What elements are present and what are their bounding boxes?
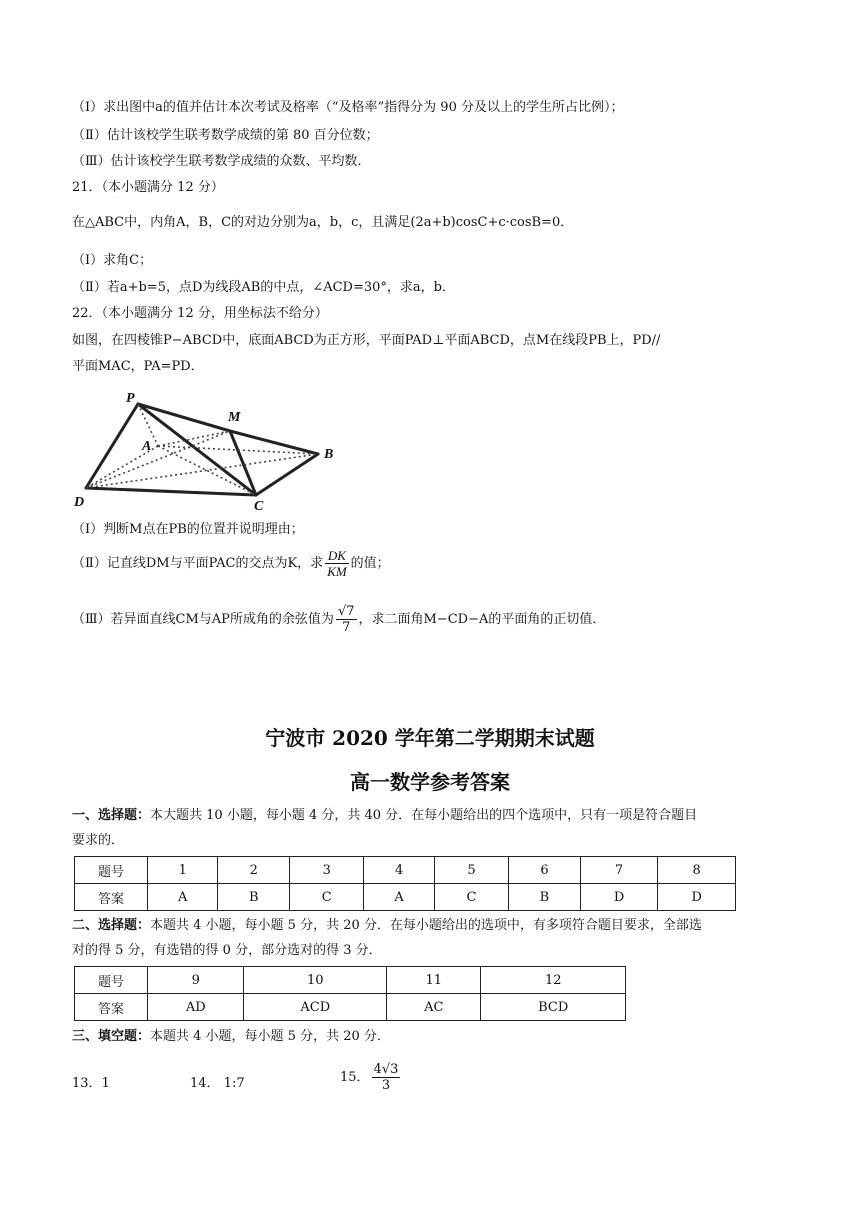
table-cell: 7 bbox=[580, 857, 658, 884]
section2-line2: 对的得 5 分，有选错的得 0 分，部分选对的得 3 分． bbox=[72, 943, 382, 958]
table-header: 题号 bbox=[75, 967, 148, 994]
fraction-numerator: DK bbox=[325, 548, 349, 564]
section2-text: 本题共 4 小题，每小题 5 分，共 20 分．在每小题给出的选项中，有多项符合题目要求，全部选 bbox=[150, 918, 702, 933]
table-cell: A bbox=[148, 884, 218, 911]
fraction-denominator: KM bbox=[327, 564, 347, 579]
table-cell: C bbox=[290, 884, 364, 911]
table-cell: 3 bbox=[290, 857, 364, 884]
label-C: C bbox=[254, 499, 264, 514]
table-cell: 11 bbox=[387, 967, 481, 994]
q20-part1: （Ⅰ）求出图中a的值并估计本次考试及格率（“及格率”指得分为 90 分及以上的学生所占比例）； bbox=[72, 100, 624, 115]
q21-part1: （Ⅰ）求角C； bbox=[72, 253, 153, 268]
solid-edges bbox=[86, 404, 318, 495]
section1-line2: 要求的． bbox=[72, 833, 125, 848]
q21-stem: 在△ABC中，内角A，B，C的对边分别为a，b，c，且满足(2a+b)cosC+c·cosB=0． bbox=[72, 215, 574, 230]
q22-header: 22．（本小题满分 12 分，用坐标法不给分） bbox=[72, 306, 328, 321]
section1-answer-table bbox=[74, 856, 736, 911]
answer-15 bbox=[340, 1062, 402, 1093]
fraction-denominator: 3 bbox=[381, 1078, 391, 1093]
q20-part3: （Ⅲ）估计该校学生联考数学成绩的众数、平均数． bbox=[72, 154, 371, 169]
answer-subtitle: 高一数学参考答案 bbox=[350, 770, 510, 794]
q22-part3-post: ，求二面角M−CD−A的平面角的正切值． bbox=[358, 612, 606, 627]
table-row bbox=[75, 857, 736, 884]
label-M: M bbox=[228, 410, 241, 425]
table-cell: BCD bbox=[481, 994, 626, 1021]
table-row bbox=[75, 994, 626, 1021]
q20-part2: （Ⅱ）估计该校学生联考数学成绩的第 80 百分位数； bbox=[72, 128, 379, 143]
answer-14: 14． 1:7 bbox=[190, 1076, 245, 1091]
section1-line1 bbox=[72, 806, 697, 826]
fraction-numerator: 4√3 bbox=[373, 1062, 399, 1077]
section3-line bbox=[72, 1027, 390, 1047]
section2-line1 bbox=[72, 916, 702, 936]
table-cell: B bbox=[218, 884, 290, 911]
table-cell: ACD bbox=[244, 994, 387, 1021]
q22-stem-line2: 平面MAC，PA=PD． bbox=[72, 359, 204, 374]
table-cell: 9 bbox=[148, 967, 244, 994]
answer-15-label: 15． bbox=[340, 1070, 370, 1085]
fraction-denominator: 7 bbox=[342, 620, 351, 635]
section2-answer-table bbox=[74, 966, 626, 1021]
q22-part2-pre: （Ⅱ）记直线DM与平面PAC的交点为K，求 bbox=[72, 556, 324, 571]
label-P: P bbox=[126, 391, 135, 406]
q22-part2 bbox=[72, 548, 390, 579]
table-cell: 2 bbox=[218, 857, 290, 884]
table-cell: D bbox=[658, 884, 736, 911]
table-cell: AD bbox=[148, 994, 244, 1021]
q22-part3-pre: （Ⅲ）若异面直线CM与AP所成角的余弦值为 bbox=[72, 612, 334, 627]
fraction-dk-km bbox=[325, 548, 349, 579]
table-cell: 8 bbox=[658, 857, 736, 884]
q21-header: 21．（本小题满分 12 分） bbox=[72, 180, 224, 195]
table-cell: 6 bbox=[509, 857, 581, 884]
label-A: A bbox=[142, 439, 152, 454]
section3-label: 三、填空题： bbox=[72, 1029, 151, 1044]
table-cell: 5 bbox=[434, 857, 508, 884]
section1-text: 本大题共 10 小题，每小题 4 分，共 40 分．在每小题给出的四个选项中，只有一项是符合题目 bbox=[150, 808, 698, 823]
table-row bbox=[75, 884, 736, 911]
table-cell: 12 bbox=[481, 967, 626, 994]
table-cell: 1 bbox=[148, 857, 218, 884]
fraction-4sqrt3-3 bbox=[372, 1062, 401, 1093]
q22-part3 bbox=[72, 604, 605, 635]
table-cell: 10 bbox=[244, 967, 387, 994]
answer-13: 13．1 bbox=[72, 1076, 110, 1091]
label-D: D bbox=[74, 495, 85, 510]
table-header: 答案 bbox=[75, 994, 148, 1021]
answer-title: 宁波市 2020 学年第二学期期末试题 bbox=[265, 726, 595, 750]
table-cell: AC bbox=[387, 994, 481, 1021]
section1-label: 一、选择题： bbox=[72, 808, 151, 823]
table-cell: B bbox=[509, 884, 581, 911]
table-cell: 4 bbox=[364, 857, 434, 884]
table-cell: C bbox=[434, 884, 508, 911]
fraction-numerator: √7 bbox=[337, 604, 355, 619]
table-row bbox=[75, 967, 626, 994]
table-header: 题号 bbox=[75, 857, 148, 884]
label-B: B bbox=[324, 447, 334, 462]
q22-stem-line1: 如图，在四棱锥P−ABCD中，底面ABCD为正方形，平面PAD⊥平面ABCD，点M在线段PB上，PD// bbox=[72, 333, 661, 348]
fraction-sqrt7-7 bbox=[336, 604, 357, 635]
hidden-edges bbox=[86, 404, 318, 495]
table-cell: D bbox=[580, 884, 658, 911]
pyramid-figure bbox=[72, 388, 352, 518]
q22-part2-post: 的值； bbox=[350, 556, 390, 571]
table-cell: A bbox=[364, 884, 434, 911]
section2-label: 二、选择题： bbox=[72, 918, 151, 933]
q21-part2: （Ⅱ）若a+b=5，点D为线段AB的中点，∠ACD=30°，求a，b． bbox=[72, 280, 455, 295]
q22-part1: （Ⅰ）判断M点在PB的位置并说明理由； bbox=[72, 522, 304, 537]
section3-text: 本题共 4 小题，每小题 5 分，共 20 分． bbox=[150, 1029, 390, 1044]
table-header: 答案 bbox=[75, 884, 148, 911]
